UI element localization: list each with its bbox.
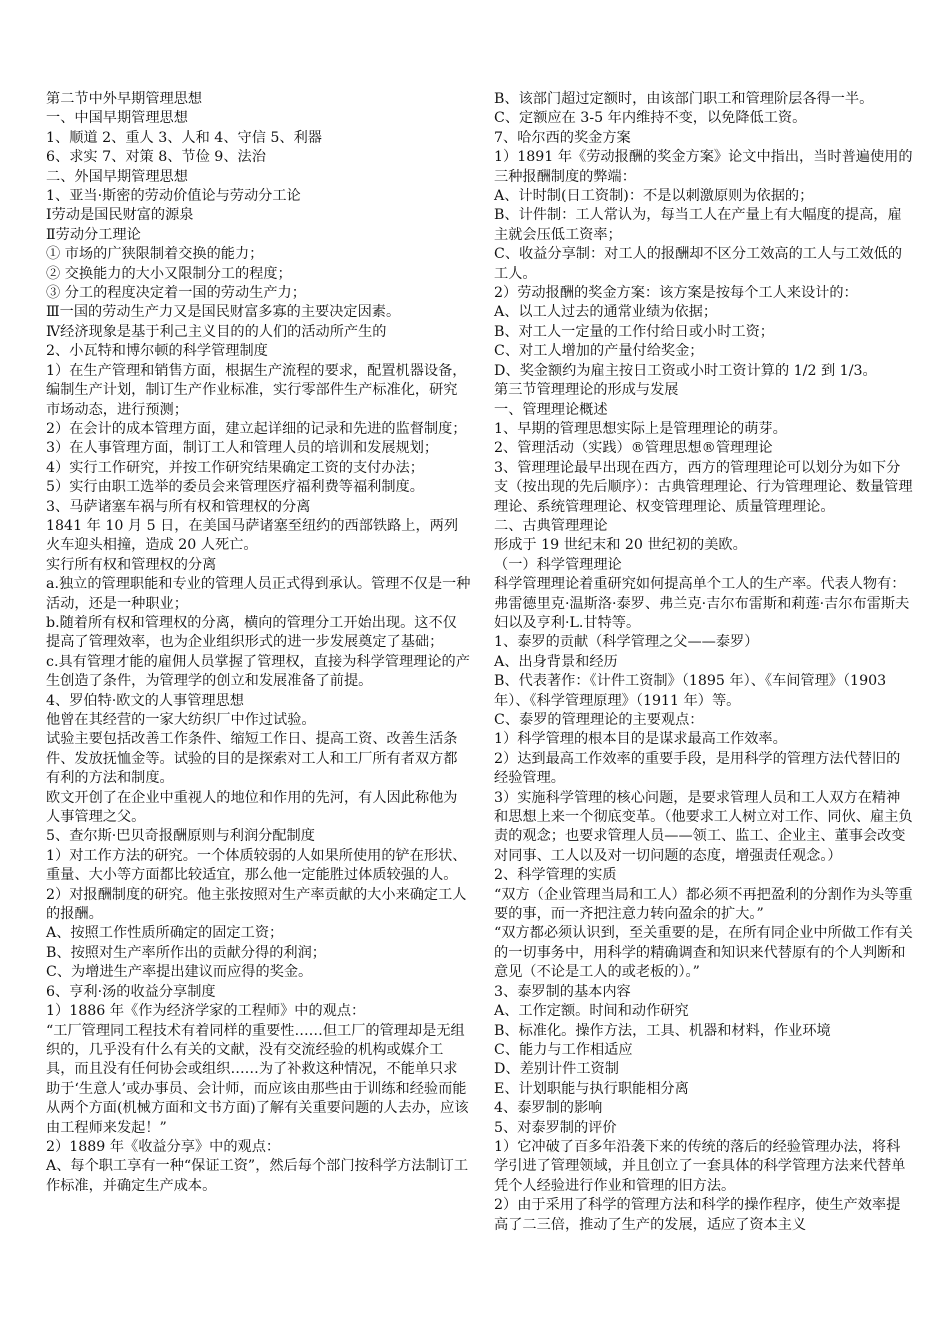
- text-line: Ⅲ一国的劳动生产力又是国民财富多寡的主要决定因素。: [46, 304, 401, 321]
- text-line: 欧文开创了在企业中重视人的地位和作用的先河，有人因此称他为人事管理之父。: [46, 789, 458, 826]
- text-line: E、计划职能与执行职能相分离: [494, 1080, 689, 1097]
- text-line: b.随着所有权和管理权的分离，横向的管理分工开始出现。这不仅提高了管理效率，也为企业组织形式的进一步发展奠定了基础；: [46, 614, 457, 651]
- text-line: 1）1886 年《作为经济学家的工程师》中的观点：: [46, 1003, 366, 1020]
- text-line: 7、哈尔西的奖金方案: [494, 129, 631, 146]
- text-line: 二、外国早期管理思想: [46, 168, 188, 185]
- text-line: 5、对泰罗制的评价: [494, 1119, 617, 1136]
- text-line: 一、中国早期管理思想: [46, 110, 188, 127]
- text-line: 1）科学管理的根本目的是谋求最高工作效率。: [494, 731, 787, 748]
- text-line: D、奖金额约为雇主按日工资或小时工资计算的 1/2 到 1/3。: [494, 362, 877, 379]
- text-line: 第二节中外早期管理思想: [46, 91, 203, 107]
- text-line: B、对工人一定量的工作付给日或小时工资；: [494, 323, 774, 340]
- text-line: 科学管理理论着重研究如何提高单个工人的生产率。代表人物有：弗雷德里克·温斯洛·泰罗、弗兰克·吉尔布雷斯和莉莲·吉尔布雷斯夫妇以及亨利·L.甘特等。: [494, 576, 910, 631]
- text-line: “双方（企业管理当局和工人）都必须不再把盈利的分割作为头等重要的事，而一齐把注意力转向盈余的扩大。”: [494, 886, 913, 923]
- text-line: “工厂管理同工程技术有着同样的重要性……但工厂的管理却是无组织的，几乎没有什么有关的文献，没有交流经验的机构或媒介工具，而且没有任何协会或组织……为了补救这种情况，不能单只求助于‘生意人’或办事员、会计师，而应该由那些由于训练和经验而能从两个方面(机械方面和文书方面)了解有关重要问题的人去办，应该由工程师来发起！”: [46, 1022, 469, 1136]
- text-line: A、按照工作性质所确定的固定工资；: [46, 925, 284, 942]
- text-line: 1841 年 10 月 5 日，在美国马萨诸塞至纽约的西部铁路上，两列火车迎头相撞，造成 20 人死亡。: [46, 517, 459, 554]
- text-line: B、按照对生产率所作出的贡献分得的利润；: [46, 944, 326, 961]
- text-line: 3、马萨诸塞车祸与所有权和管理权的分离: [46, 498, 311, 515]
- text-line: 实行所有权和管理权的分离: [46, 556, 217, 573]
- text-line: “双方都必须认识到，至关重要的是，在所有同企业中所做工作有关的一切事务中，用科学的精确调查和知识来代替原有的个人判断和意见（不论是工人的或老板的）。”: [494, 925, 913, 981]
- text-line: 1）在生产管理和销售方面，根据生产流程的要求，配置机器设备，编制生产计划，制订生产作业标准，实行零部件生产标准化，研究市场动态，进行预测；: [46, 362, 467, 418]
- text-line: a.独立的管理职能和专业的管理人员正式得到承认。管理不仅是一种活动，还是一种职业；: [46, 576, 471, 612]
- text-line: A、工作定额。时间和动作研究: [494, 1003, 689, 1020]
- text-line: 1、早期的管理思想实际上是管理理论的萌芽。: [494, 420, 787, 437]
- text-line: 3）实施科学管理的核心问题，是要求管理人员和工人双方在精神和思想上来一个彻底变革。（他要求工人树立对工作、同伙、雇主负责的观念；也要求管理人员——领工、监工、企业主、董事会改变对同事、工人以及对一切问题的态度，增强责任观念。）: [494, 789, 913, 864]
- text-line: 5、查尔斯·巴贝奇报酬原则与利润分配制度: [46, 828, 315, 845]
- text-line: A、计时制(日工资制)：不是以刺激原则为依据的；: [494, 188, 814, 205]
- text-line: B、代表著作：《计件工资制》（1895 年）、《车间管理》（1903 年）、《科学管理原理》（1911 年）等。: [494, 673, 887, 709]
- text-line: 2、小瓦特和博尔顿的科学管理制度: [46, 343, 268, 360]
- text-line: 1）它冲破了百多年沿袭下来的传统的落后的经验管理办法，将科学引进了管理领域，并且创立了一套具体的科学管理方法来代替单凭个人经验进行作业和管理的旧方法。: [494, 1138, 906, 1194]
- text-line: 1）对工作方法的研究。一个体质较弱的人如果所使用的铲在形状、重量、大小等方面都比较适宜，那么他一定能胜过体质较强的人。: [46, 847, 467, 884]
- text-line: c.具有管理才能的雇佣人员掌握了管理权，直接为科学管理理论的产生创造了条件，为管理学的创立和发展准备了前提。: [46, 653, 470, 690]
- text-line: 第三节管理理论的形成与发展: [494, 382, 679, 399]
- text-line: 二、古典管理理论: [494, 517, 608, 534]
- text-line: C、能力与工作相适应: [494, 1041, 633, 1058]
- text-line: B、计件制：工人常认为，每当工人在产量上有大幅度的提高，雇主就会压低工资率；: [494, 207, 902, 243]
- text-line: 试验主要包括改善工作条件、缩短工作日、提高工资、改善生活条件、发放抚恤金等。试验的目的是探索对工人和工厂所有者双方都有利的方法和制度。: [46, 731, 458, 787]
- text-line: Ⅰ劳动是国民财富的源泉: [46, 207, 194, 224]
- text-line: C、对工人增加的产量付给奖金；: [494, 343, 704, 360]
- text-line: 1、顺道 2、重人 3、人和 4、守信 5、利器: [46, 129, 322, 146]
- text-line: 一、管理理论概述: [494, 401, 608, 418]
- text-line: ② 交换能力的大小又限制分工的程度；: [46, 265, 292, 282]
- text-line: 3）在人事管理方面，制订工人和管理人员的培训和发展规划；: [46, 440, 439, 457]
- text-line: A、每个职工享有一种“保证工资”，然后每个部门按科学方法制订工作标准，并确定生产成本。: [46, 1158, 469, 1194]
- text-line: A、出身背景和经历: [494, 653, 618, 670]
- text-line: （一）科学管理理论: [494, 556, 622, 573]
- text-line: 他曾在其经营的一家大纺织厂中作过试验。: [46, 712, 316, 728]
- text-line: ③ 分工的程度决定着一国的劳动生产力；: [46, 285, 306, 302]
- text-line: 2）劳动报酬的奖金方案：该方案是按每个工人来设计的：: [494, 285, 858, 302]
- text-line: C、收益分享制：对工人的报酬却不区分工效高的工人与工效低的工人。: [494, 246, 903, 282]
- text-line: 5）实行由职工选举的委员会来管理医疗福利费等福利制度。: [46, 479, 424, 496]
- text-line: 1、泰罗的贡献（科学管理之父——泰罗）: [494, 634, 759, 651]
- text-line: D、差别计件工资制: [494, 1061, 619, 1078]
- text-line: 1、亚当·斯密的劳动价值论与劳动分工论: [46, 188, 301, 205]
- text-line: A、以工人过去的通常业绩为依据；: [494, 304, 718, 321]
- text-line: 6、亨利·汤的收益分享制度: [46, 983, 216, 1000]
- text-line: Ⅱ劳动分工理论: [46, 226, 141, 243]
- text-line: 2）对报酬制度的研究。他主张按照对生产率贡献的大小来确定工人的报酬。: [46, 886, 467, 923]
- text-line: 2）由于采用了科学的管理方法和科学的操作程序，使生产效率提高了二三倍，推动了生产的发展，适应了资本主义: [494, 1197, 901, 1233]
- text-line: Ⅳ经济现象是基于利己主义目的的人们的活动所产生的: [46, 323, 387, 340]
- text-line: 2、科学管理的实质: [494, 867, 617, 884]
- text-line: 2）1889 年《收益分享》中的观点：: [46, 1138, 281, 1155]
- right-column: [494, 90, 914, 1235]
- text-line: 4）实行工作研究，并按工作研究结果确定工资的支付办法；: [46, 459, 424, 476]
- text-line: C、泰罗的管理理论的主要观点：: [494, 712, 704, 728]
- text-line: 2、管理活动（实践）®管理思想®管理理论: [494, 440, 773, 457]
- text-line: 3、泰罗制的基本内容: [494, 983, 631, 1000]
- text-line: B、标准化。操作方法，工具、机器和材料，作业环境: [494, 1022, 831, 1039]
- text-line: 2）在会计的成本管理方面，建立起详细的记录和先进的监督制度；: [46, 420, 467, 437]
- text-line: 4、罗伯特·欧文的人事管理思想: [46, 692, 244, 709]
- text-line: ① 市场的广狭限制着交换的能力；: [46, 246, 264, 263]
- text-line: 形成于 19 世纪末和 20 世纪初的美欧。: [494, 537, 747, 554]
- text-line: C、为增进生产率提出建议而应得的奖金。: [46, 964, 313, 981]
- text-line: 4、泰罗制的影响: [494, 1100, 603, 1117]
- text-line: 6、求实 7、对策 8、节俭 9、法治: [46, 149, 266, 166]
- text-line: C、定额应在 3-5 年内维持不变，以免降低工资。: [494, 110, 807, 127]
- text-line: 1）1891 年《劳动报酬的奖金方案》论文中指出，当时普遍使用的三种报酬制度的弊端：: [494, 149, 913, 185]
- left-column: [46, 90, 471, 1196]
- text-line: 2）达到最高工作效率的重要手段，是用科学的管理方法代替旧的经验管理。: [494, 750, 901, 787]
- text-line: 3、管理理论最早出现在西方，西方的管理理论可以划分为如下分支（按出现的先后顺序）：古典管理理论、行为管理理论、数量管理理论、系统管理理论、权变管理理论、质量管理理论。: [494, 459, 913, 515]
- text-line: B、该部门超过定额时，由该部门职工和管理阶层各得一半。: [494, 91, 874, 107]
